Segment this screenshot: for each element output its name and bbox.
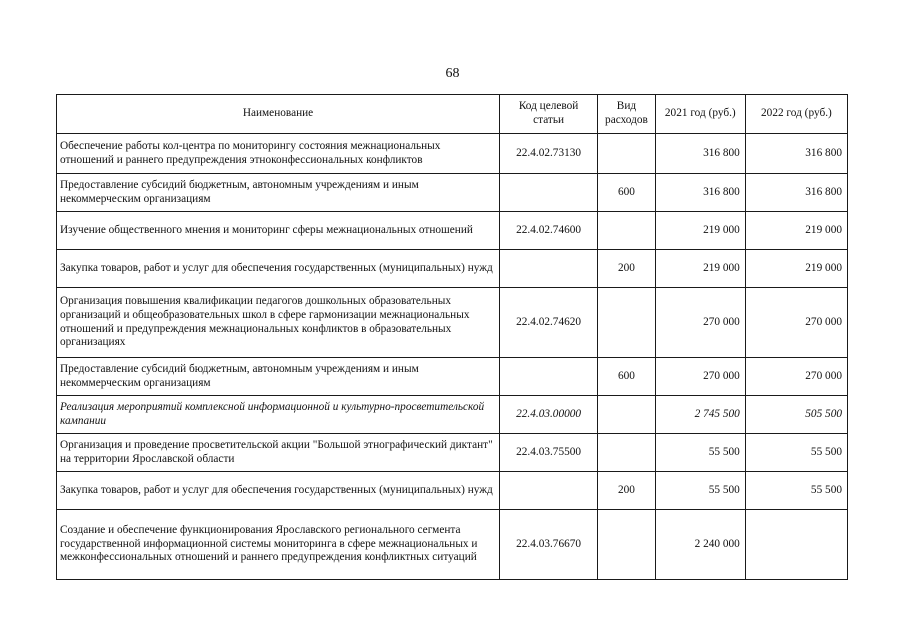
row-amount-2022: 55 500 <box>745 434 847 472</box>
row-name: Закупка товаров, работ и услуг для обеспечения государственных (муниципальных) нужд <box>57 250 500 288</box>
row-kind <box>598 288 656 358</box>
row-kind: 600 <box>598 174 656 212</box>
row-amount-2022 <box>745 510 847 580</box>
row-kind: 600 <box>598 358 656 396</box>
row-amount-2022: 505 500 <box>745 396 847 434</box>
row-kind <box>598 434 656 472</box>
row-name: Организация и проведение просветительской акции "Большой этнографический диктант" на территории Ярославской области <box>57 434 500 472</box>
row-amount-2022: 316 800 <box>745 134 847 174</box>
table-header-row <box>57 95 848 134</box>
row-amount-2021: 219 000 <box>655 250 745 288</box>
row-amount-2021: 219 000 <box>655 212 745 250</box>
budget-table <box>56 94 848 580</box>
table-row <box>57 396 848 434</box>
table-row <box>57 134 848 174</box>
row-code: 22.4.03.75500 <box>500 434 598 472</box>
row-amount-2021: 55 500 <box>655 434 745 472</box>
row-amount-2021: 2 240 000 <box>655 510 745 580</box>
row-name: Предоставление субсидий бюджетным, автономным учреждениям и иным некоммерческим организациям <box>57 174 500 212</box>
row-code: 22.4.03.76670 <box>500 510 598 580</box>
table-row <box>57 174 848 212</box>
row-amount-2021: 270 000 <box>655 288 745 358</box>
header-2021: 2021 год (руб.) <box>655 95 745 134</box>
table-row <box>57 510 848 580</box>
row-kind <box>598 510 656 580</box>
row-code: 22.4.02.74600 <box>500 212 598 250</box>
row-name: Закупка товаров, работ и услуг для обеспечения государственных (муниципальных) нужд <box>57 472 500 510</box>
row-code <box>500 472 598 510</box>
row-kind: 200 <box>598 250 656 288</box>
row-kind <box>598 134 656 174</box>
table-row <box>57 250 848 288</box>
row-amount-2022: 270 000 <box>745 358 847 396</box>
row-code <box>500 250 598 288</box>
table-row <box>57 434 848 472</box>
row-amount-2022: 219 000 <box>745 212 847 250</box>
row-amount-2022: 55 500 <box>745 472 847 510</box>
row-name: Обеспечение работы кол-центра по мониторингу состояния межнациональных отношений и раннего предупреждения этноконфессиональных конфликтов <box>57 134 500 174</box>
row-code: 22.4.03.00000 <box>500 396 598 434</box>
row-name: Изучение общественного мнения и мониторинг сферы межнациональных отношений <box>57 212 500 250</box>
row-amount-2022: 316 800 <box>745 174 847 212</box>
row-amount-2021: 270 000 <box>655 358 745 396</box>
row-kind: 200 <box>598 472 656 510</box>
table-row <box>57 472 848 510</box>
page-number: 68 <box>445 66 460 81</box>
row-amount-2021: 55 500 <box>655 472 745 510</box>
row-code: 22.4.02.74620 <box>500 288 598 358</box>
table-row <box>57 212 848 250</box>
row-code <box>500 174 598 212</box>
row-amount-2022: 219 000 <box>745 250 847 288</box>
row-name: Создание и обеспечение функционирования Ярославского регионального сегмента государственной информационной системы мониторинга в сфере межнациональных и межконфессиональных отношений и раннего предупреждения конфликтных ситуаций <box>57 510 500 580</box>
row-kind <box>598 212 656 250</box>
row-name: Реализация мероприятий комплексной информационной и культурно-просветительской кампании <box>57 396 500 434</box>
header-code: Код целевой статьи <box>500 95 598 134</box>
row-code <box>500 358 598 396</box>
row-amount-2021: 316 800 <box>655 174 745 212</box>
row-name: Предоставление субсидий бюджетным, автономным учреждениям и иным некоммерческим организациям <box>57 358 500 396</box>
header-name: Наименование <box>57 95 500 134</box>
row-amount-2021: 2 745 500 <box>655 396 745 434</box>
row-name: Организация повышения квалификации педагогов дошкольных образовательных организаций и общеобразовательных школ в сфере гармонизации межнациональных отношений и предупреждения межнациональных конфликтов в образовательных организациях <box>57 288 500 358</box>
table-row <box>57 358 848 396</box>
table-row <box>57 288 848 358</box>
row-amount-2022: 270 000 <box>745 288 847 358</box>
row-code: 22.4.02.73130 <box>500 134 598 174</box>
header-kind: Вид расходов <box>598 95 656 134</box>
row-amount-2021: 316 800 <box>655 134 745 174</box>
header-2022: 2022 год (руб.) <box>745 95 847 134</box>
row-kind <box>598 396 656 434</box>
